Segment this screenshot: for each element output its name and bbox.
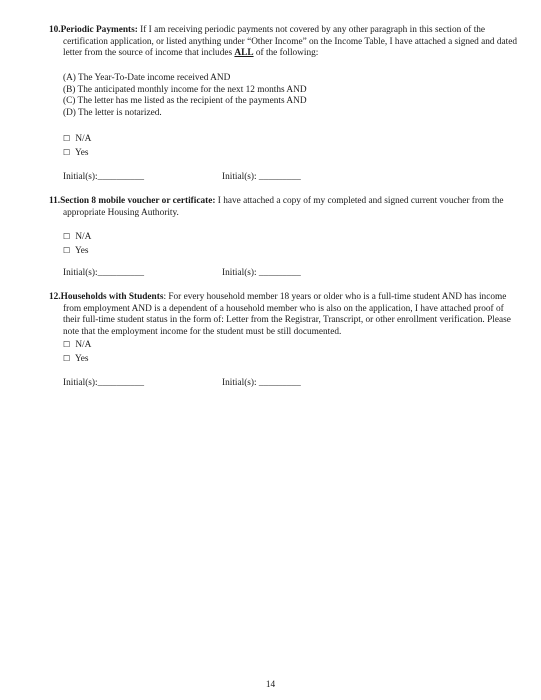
initials-field[interactable]: Initial(s): _________ — [222, 172, 301, 182]
item-text: If I am receiving periodic payments not covered by any other paragraph in this section of the certification application, or listed anything under “Other Income” on the Income Table, I have attached a signed and dated letter from the source of income that includes — [63, 25, 518, 59]
item-number: 12. — [49, 292, 61, 302]
option-label: N/A — [75, 134, 92, 144]
initials-field[interactable]: Initial(s):__________ — [63, 268, 145, 278]
options-periodic-payments — [63, 132, 91, 160]
page-number: 14 — [265, 680, 276, 690]
checkbox-icon[interactable]: ☐ — [63, 134, 71, 143]
option-yes[interactable] — [63, 146, 91, 160]
item-households-students — [49, 292, 519, 339]
option-label: Yes — [74, 148, 89, 159]
option-label: Yes — [74, 246, 89, 257]
list-item: (C) The letter has me listed as the recipient of the payments AND — [63, 96, 307, 107]
item-number: 10. — [49, 25, 61, 35]
emphasis-all: ALL — [234, 48, 254, 59]
item-text: I have attached a copy of my completed and signed current voucher from the appropriate Housing Authority. — [63, 196, 504, 218]
checkbox-icon[interactable]: ☐ — [63, 246, 71, 256]
checkbox-icon[interactable]: ☐ — [63, 232, 71, 241]
list-item: (D) The letter is notarized. — [63, 108, 162, 119]
checkbox-icon[interactable]: ☐ — [63, 340, 71, 349]
item-title: Section 8 mobile voucher or certificate: — [60, 196, 216, 206]
initials-field[interactable]: Initial(s): _________ — [222, 268, 301, 278]
initials-field[interactable]: Initial(s):__________ — [63, 172, 145, 182]
options-students — [63, 338, 91, 366]
initials-field[interactable]: Initial(s): _________ — [222, 378, 301, 388]
initials-field[interactable]: Initial(s):__________ — [63, 378, 145, 388]
item-number: 11. — [49, 196, 61, 206]
option-na[interactable] — [63, 230, 91, 244]
item-title: Households with Students — [60, 292, 164, 302]
option-na[interactable] — [63, 338, 91, 352]
requirements-list — [63, 73, 307, 120]
option-label: Yes — [74, 354, 89, 365]
checkbox-icon[interactable]: ☐ — [63, 354, 71, 364]
item-text: : For every household member 18 years or older who is a full-time student AND has income from employment AND is a dependent of a household member who is also on the application, I have attached proof of their full-time student status in the form of: Letter from the Registrar, Transcript, or other enrollment verification. Please note that the employment income for the student must be still documented. — [63, 292, 511, 338]
item-periodic-payments — [49, 25, 519, 60]
option-na[interactable] — [63, 132, 91, 146]
option-yes[interactable] — [63, 244, 91, 258]
option-label: N/A — [75, 340, 92, 350]
list-item: (A) The Year-To-Date income received AND — [63, 73, 231, 83]
checkbox-icon[interactable]: ☐ — [63, 148, 71, 158]
list-item: (B) The anticipated monthly income for the next 12 months AND — [63, 84, 307, 95]
item-section8-voucher — [49, 196, 519, 219]
item-title: Periodic Payments: — [60, 25, 138, 35]
option-yes[interactable] — [63, 352, 91, 366]
option-label: N/A — [75, 232, 92, 242]
item-text-after: of the following: — [253, 48, 319, 59]
options-section8 — [63, 230, 91, 258]
